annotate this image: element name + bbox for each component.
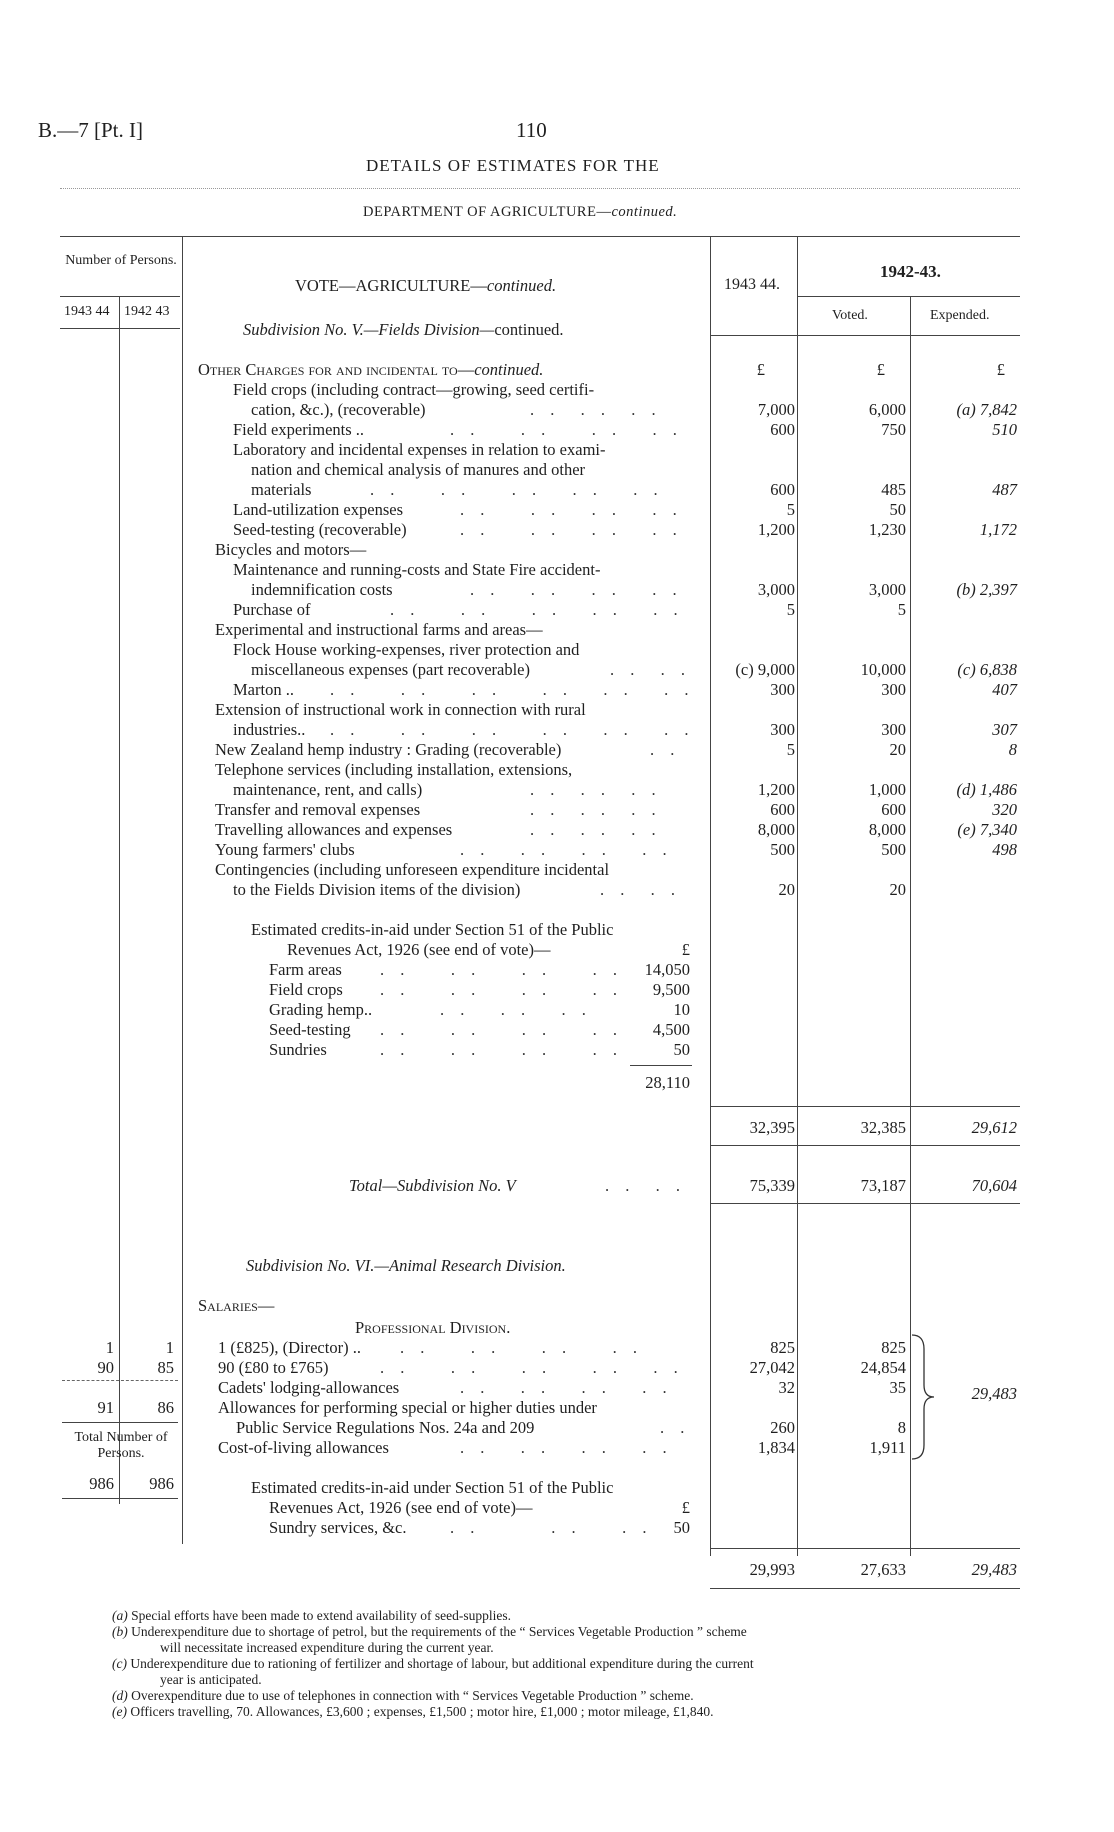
subdivision-v-heading: Subdivision No. V.—Fields Division—continued. bbox=[243, 320, 564, 339]
est-telephone: 1,200 bbox=[757, 780, 795, 799]
est-seed-testing: 1,200 bbox=[757, 520, 795, 539]
voted-travelling: 8,000 bbox=[868, 820, 906, 839]
total-subdivision-v-label: Total—Subdivision No. V bbox=[349, 1176, 516, 1195]
total-vi-top-rule bbox=[710, 1548, 1020, 1549]
est-cadets-lodging: 32 bbox=[778, 1378, 795, 1397]
page-title: DETAILS OF ESTIMATES FOR THE bbox=[366, 156, 660, 175]
vi-sundry-label: Sundry services, &c. bbox=[269, 1518, 407, 1537]
voted-allowances: 8 bbox=[897, 1418, 906, 1437]
vote-heading: VOTE—AGRICULTURE—continued. bbox=[295, 276, 557, 295]
line-land-utilization: Land-utilization expenses bbox=[233, 500, 403, 519]
est-field-experiments: 600 bbox=[770, 420, 795, 439]
subtotal-top-rule bbox=[710, 1106, 1020, 1107]
expended-field-crops: (a) 7,842 bbox=[956, 400, 1017, 419]
line-young-farmers: Young farmers' clubs bbox=[215, 840, 355, 859]
est-field-crops: 7,000 bbox=[757, 400, 795, 419]
credit-seed-testing-label: Seed-testing bbox=[269, 1020, 351, 1039]
persons-director-b: 1 bbox=[165, 1338, 174, 1357]
est-extension: 300 bbox=[770, 720, 795, 739]
line-laboratory-2: nation and chemical analysis of manures and other bbox=[251, 460, 586, 479]
line-contingencies-1: Contingencies (including unforeseen expenditure incidental bbox=[215, 860, 610, 879]
page-number: 110 bbox=[516, 118, 547, 142]
total-persons-rule bbox=[62, 1498, 178, 1499]
persons-officers-a: 90 bbox=[97, 1358, 114, 1377]
line-telephone-1: Telephone services (including installation, extensions, bbox=[215, 760, 573, 779]
voted-transfer: 600 bbox=[881, 800, 906, 819]
column-header-rule bbox=[710, 335, 1020, 336]
line-cost-of-living: Cost-of-living allowances bbox=[218, 1438, 389, 1457]
expended-transfer: 320 bbox=[992, 800, 1017, 819]
other-charges-heading: Other Charges for and incidental to—continued. bbox=[198, 360, 544, 379]
est-flock-house: (c) 9,000 bbox=[735, 660, 795, 679]
credits-sum-rule bbox=[630, 1065, 692, 1066]
subtotal-bottom-rule bbox=[710, 1145, 1020, 1146]
credit-grading-hemp-value: 10 bbox=[673, 1000, 690, 1019]
vi-credits-2: Revenues Act, 1926 (see end of vote)— bbox=[269, 1498, 533, 1517]
total-v-estimate: 75,339 bbox=[749, 1176, 795, 1195]
persons-total-b: 86 bbox=[157, 1398, 174, 1417]
voted-maintenance: 3,000 bbox=[868, 580, 906, 599]
credit-sundries-value: 50 bbox=[673, 1040, 690, 1059]
voted-laboratory: 485 bbox=[881, 480, 906, 499]
est-young-farmers: 500 bbox=[770, 840, 795, 859]
line-bicycles-motors: Bicycles and motors— bbox=[215, 540, 367, 559]
persons-header-rule bbox=[60, 296, 180, 297]
line-director: 1 (£825), (Director) .. bbox=[218, 1338, 361, 1357]
expended-maintenance: (b) 2,397 bbox=[956, 580, 1017, 599]
est-officers: 27,042 bbox=[749, 1358, 795, 1377]
est-purchase: 5 bbox=[786, 600, 795, 619]
line-field-crops-2: cation, &c.), (recoverable) bbox=[251, 400, 426, 419]
credits-intro-2: Revenues Act, 1926 (see end of vote)— bbox=[287, 940, 551, 959]
persons-total-rule bbox=[62, 1422, 178, 1423]
expended-travelling: (e) 7,340 bbox=[957, 820, 1017, 839]
professional-division-heading: Professional Division. bbox=[355, 1318, 511, 1337]
persons-column-line bbox=[182, 236, 183, 1544]
expended-extension: 307 bbox=[992, 720, 1017, 739]
footnote-b-cont: will necessitate increased expenditure during the current year. bbox=[160, 1640, 494, 1655]
line-maintenance-2: indemnification costs bbox=[251, 580, 393, 599]
total-vi-bottom-rule bbox=[710, 1588, 1020, 1589]
footnote-c: (c) Underexpenditure due to rationing of fertilizer and shortage of labour, but additional expenditure during the current bbox=[112, 1656, 754, 1671]
line-contingencies-2: to the Fields Division items of the division) bbox=[233, 880, 521, 899]
line-travelling: Travelling allowances and expenses bbox=[215, 820, 453, 839]
line-purchase: Purchase of bbox=[233, 600, 311, 619]
credits-total: 28,110 bbox=[645, 1073, 690, 1092]
credit-farm-areas-value: 14,050 bbox=[644, 960, 690, 979]
voted-seed-testing: 1,230 bbox=[868, 520, 906, 539]
voted-land-utilization: 50 bbox=[889, 500, 906, 519]
footnote-e: (e) Officers travelling, 70. Allowances, £3,600 ; expenses, £1,500 ; motor hire, £1,000 ; motor mileage, £1,840. bbox=[112, 1704, 714, 1719]
currency-expended: £ bbox=[996, 360, 1005, 379]
total-persons-a: 986 bbox=[89, 1474, 114, 1493]
line-laboratory-1: Laboratory and incidental expenses in relation to exami- bbox=[233, 440, 606, 459]
voted-marton: 300 bbox=[881, 680, 906, 699]
expended-telephone: (d) 1,486 bbox=[956, 780, 1017, 799]
voted-field-experiments: 750 bbox=[881, 420, 906, 439]
line-field-experiments: Field experiments .. bbox=[233, 420, 365, 439]
line-allowances-2: Public Service Regulations Nos. 24a and 209 bbox=[236, 1418, 535, 1437]
voted-cost-of-living: 1,911 bbox=[869, 1438, 906, 1457]
line-maintenance-1: Maintenance and running-costs and State Fire accident- bbox=[233, 560, 601, 579]
credits-currency: £ bbox=[681, 940, 690, 959]
credit-grading-hemp-label: Grading hemp.. bbox=[269, 1000, 373, 1019]
line-extension-2: industries.. bbox=[233, 720, 306, 739]
est-maintenance: 3,000 bbox=[757, 580, 795, 599]
expended-seed-testing: 1,172 bbox=[979, 520, 1017, 539]
line-cadets-lodging: Cadets' lodging-allowances bbox=[218, 1378, 400, 1397]
vi-credits-1: Estimated credits-in-aid under Section 51 of the Public bbox=[251, 1478, 614, 1497]
department-heading: DEPARTMENT OF AGRICULTURE—continued. bbox=[363, 204, 678, 220]
voted-header: Voted. bbox=[832, 308, 868, 323]
subtotal-expended: 29,612 bbox=[971, 1118, 1017, 1137]
persons-header: Number of Persons. bbox=[65, 253, 177, 268]
total-vi-estimate: 29,993 bbox=[749, 1560, 795, 1579]
line-experimental-farms: Experimental and instructional farms and areas— bbox=[215, 620, 543, 639]
vi-credits-currency: £ bbox=[681, 1498, 690, 1517]
voted-cadets-lodging: 35 bbox=[889, 1378, 906, 1397]
footnote-b: (b) Underexpenditure due to shortage of petrol, but the requirements of the “ Services Vegetable Production ” scheme bbox=[112, 1624, 747, 1639]
line-officers: 90 (£80 to £765) bbox=[218, 1358, 329, 1377]
subdivision-vi-heading: Subdivision No. VI.—Animal Research Division. bbox=[246, 1256, 566, 1275]
est-contingencies: 20 bbox=[778, 880, 795, 899]
line-hemp-industry: New Zealand hemp industry : Grading (recoverable) bbox=[215, 740, 562, 759]
line-telephone-2: maintenance, rent, and calls) bbox=[233, 780, 423, 799]
voted-extension: 300 bbox=[881, 720, 906, 739]
credit-sundries-label: Sundries bbox=[269, 1040, 327, 1059]
total-vi-expended: 29,483 bbox=[971, 1560, 1017, 1579]
subtotal-voted: 32,385 bbox=[860, 1118, 906, 1137]
est-marton: 300 bbox=[770, 680, 795, 699]
total-v-voted: 73,187 bbox=[860, 1176, 906, 1195]
line-flock-house-2: miscellaneous expenses (part recoverable) bbox=[251, 660, 530, 679]
expended-young-farmers: 498 bbox=[992, 840, 1017, 859]
line-allowances-1: Allowances for performing special or higher duties under bbox=[218, 1398, 597, 1417]
estimate-year-header: 1943 44. bbox=[724, 276, 780, 293]
persons-officers-b: 85 bbox=[157, 1358, 174, 1377]
est-hemp: 5 bbox=[786, 740, 795, 759]
est-land-utilization: 5 bbox=[786, 500, 795, 519]
previous-year-header: 1942-43. bbox=[880, 262, 941, 281]
prev-year-rule bbox=[798, 296, 1020, 297]
voted-young-farmers: 500 bbox=[881, 840, 906, 859]
expended-flock-house: (c) 6,838 bbox=[957, 660, 1017, 679]
total-v-bottom-rule bbox=[710, 1203, 1020, 1204]
est-laboratory: 600 bbox=[770, 480, 795, 499]
line-flock-house-1: Flock House working-expenses, river protection and bbox=[233, 640, 580, 659]
vi-sundry-value: 50 bbox=[673, 1518, 690, 1537]
est-cost-of-living: 1,834 bbox=[757, 1438, 795, 1457]
persons-split-line bbox=[119, 296, 120, 1504]
persons-year-rule bbox=[60, 328, 180, 329]
voted-hemp: 20 bbox=[889, 740, 906, 759]
est-allowances: 260 bbox=[770, 1418, 795, 1437]
total-vi-voted: 27,633 bbox=[860, 1560, 906, 1579]
credit-field-crops-label: Field crops bbox=[269, 980, 343, 999]
voted-column-line bbox=[797, 236, 798, 1556]
line-transfer-removal: Transfer and removal expenses bbox=[215, 800, 421, 819]
total-persons-b: 986 bbox=[149, 1474, 174, 1493]
expended-field-experiments: 510 bbox=[992, 420, 1017, 439]
voted-purchase: 5 bbox=[897, 600, 906, 619]
table-top-rule bbox=[60, 236, 1020, 237]
footnote-a: (a) Special efforts have been made to extend availability of seed-supplies. bbox=[112, 1608, 511, 1623]
expended-hemp: 8 bbox=[1008, 740, 1017, 759]
voted-field-crops: 6,000 bbox=[868, 400, 906, 419]
voted-contingencies: 20 bbox=[889, 880, 906, 899]
salaries-heading: Salaries— bbox=[198, 1296, 275, 1315]
credit-seed-testing-value: 4,500 bbox=[652, 1020, 690, 1039]
line-extension-1: Extension of instructional work in connection with rural bbox=[215, 700, 586, 719]
credit-farm-areas-label: Farm areas bbox=[269, 960, 342, 979]
bracket-brace bbox=[910, 1333, 940, 1461]
voted-telephone: 1,000 bbox=[868, 780, 906, 799]
voted-officers: 24,854 bbox=[860, 1358, 906, 1377]
voted-director: 825 bbox=[881, 1338, 906, 1357]
header-rule bbox=[60, 188, 1020, 189]
voted-flock-house: 10,000 bbox=[860, 660, 906, 679]
footnote-c-cont: year is anticipated. bbox=[160, 1672, 262, 1687]
expended-header: Expended. bbox=[930, 308, 990, 323]
persons-total-a: 91 bbox=[97, 1398, 114, 1417]
est-director: 825 bbox=[770, 1338, 795, 1357]
persons-sum-rule bbox=[62, 1380, 178, 1381]
footnote-d: (d) Overexpenditure due to use of telephones in connection with “ Services Vegetable Production ” scheme. bbox=[112, 1688, 694, 1703]
total-persons-label: Total Number of Persons. bbox=[74, 1430, 168, 1461]
persons-director-a: 1 bbox=[105, 1338, 114, 1357]
total-v-expended: 70,604 bbox=[971, 1176, 1017, 1195]
est-transfer: 600 bbox=[770, 800, 795, 819]
expended-laboratory: 487 bbox=[992, 480, 1017, 499]
line-field-crops-1: Field crops (including contract—growing, seed certifi- bbox=[233, 380, 595, 399]
subtotal-estimate: 32,395 bbox=[749, 1118, 795, 1137]
line-seed-testing: Seed-testing (recoverable) bbox=[233, 520, 407, 539]
credits-intro-1: Estimated credits-in-aid under Section 51 of the Public bbox=[251, 920, 614, 939]
persons-year-b: 1942 43 bbox=[124, 304, 170, 319]
line-marton: Marton .. bbox=[233, 680, 294, 699]
bracket-total-expended: 29,483 bbox=[971, 1384, 1017, 1403]
line-laboratory-3: materials bbox=[251, 480, 312, 499]
credit-field-crops-value: 9,500 bbox=[652, 980, 690, 999]
currency-voted: £ bbox=[876, 360, 885, 379]
currency-estimate: £ bbox=[756, 360, 765, 379]
expended-marton: 407 bbox=[992, 680, 1017, 699]
document-reference: B.—7 [Pt. I] bbox=[38, 118, 143, 142]
est-travelling: 8,000 bbox=[757, 820, 795, 839]
persons-year-a: 1943 44 bbox=[64, 304, 110, 319]
